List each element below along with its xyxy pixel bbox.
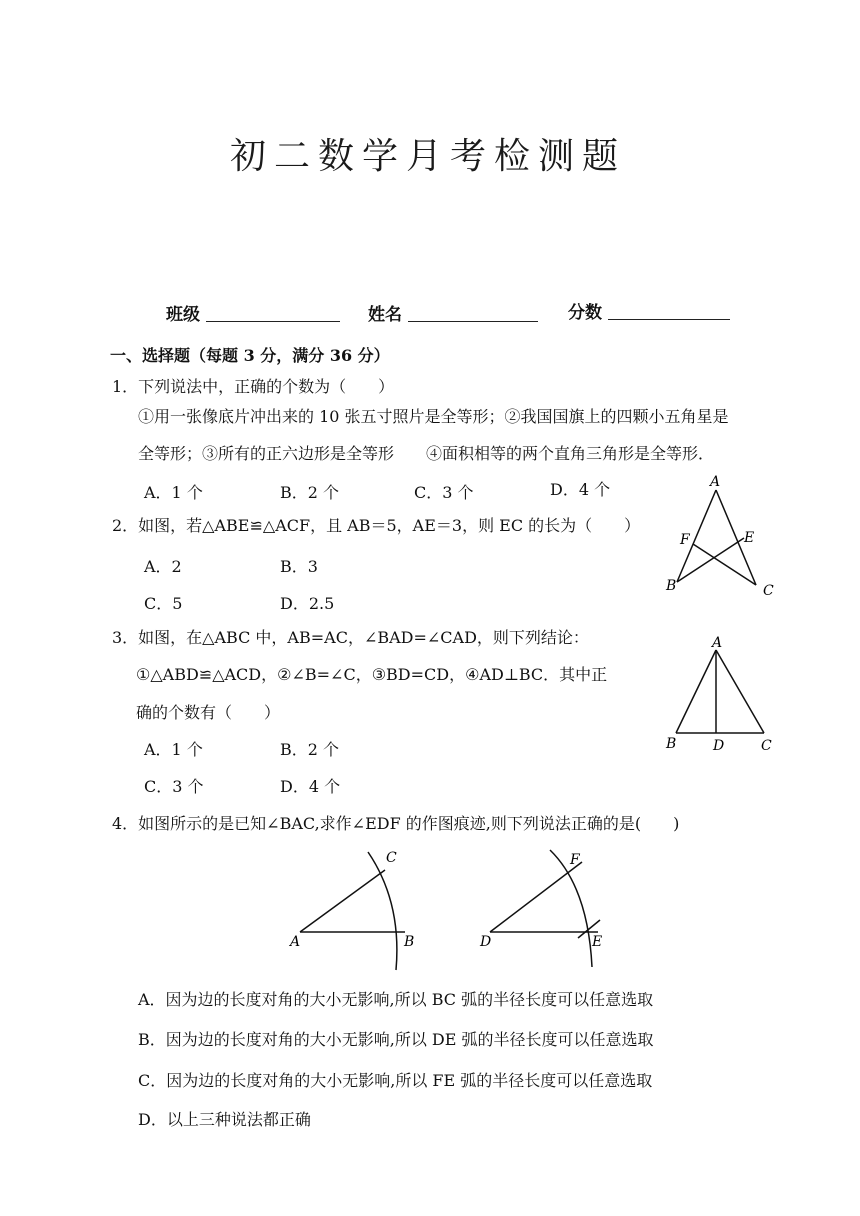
- q2-label-f: F: [680, 532, 690, 548]
- q2-option-d: D．2.5: [280, 594, 335, 613]
- q2-label-e: E: [744, 530, 755, 546]
- q3-option-b: B．2 个: [280, 740, 340, 759]
- q1-option-a: A．1 个: [144, 483, 203, 502]
- q3-option-a: A．1 个: [144, 740, 203, 759]
- q2-label-a: A: [710, 474, 721, 490]
- q4-label-c: C: [386, 850, 397, 866]
- q4-option-b: B．因为边的长度对角的大小无影响,所以 DE 弧的半径长度可以任意选取: [138, 1030, 654, 1049]
- q4-label-e: E: [592, 934, 603, 950]
- section-title: 一、选择题（每题 3 分，满分 36 分）: [110, 346, 390, 365]
- q3-option-c: C．3 个: [144, 777, 204, 796]
- class-field[interactable]: [206, 303, 340, 322]
- q4-option-d: D．以上三种说法都正确: [138, 1110, 311, 1129]
- q3-line2: 确的个数有（ ）: [136, 703, 281, 722]
- q3-stem: 3．如图，在△ABC 中，AB=AC，∠BAD=∠CAD，则下列结论：: [112, 628, 589, 647]
- q4-label-d: D: [480, 934, 492, 950]
- q3-label-c: C: [761, 738, 772, 754]
- q4-label-f: F: [570, 852, 580, 868]
- q4-left-ray-ac: [300, 870, 385, 932]
- q1-line2: 全等形；③所有的正六边形是全等形 ④面积相等的两个直角三角形是全等形．: [138, 444, 715, 463]
- q4-figure-right: [470, 842, 620, 974]
- name-label: 姓名: [368, 305, 402, 325]
- class-label: 班级: [166, 305, 200, 325]
- q1-stem: 1．下列说法中，正确的个数为（ ）: [112, 377, 395, 396]
- name-field[interactable]: [408, 303, 538, 322]
- q2-stem: 2．如图，若△ABE≌△ACF，且 AB＝5，AE＝3，则 EC 的长为（ ）: [112, 516, 641, 535]
- q1-option-d: D．4 个: [550, 480, 611, 499]
- q2-label-b: B: [666, 578, 677, 594]
- q4-left-arc: [368, 852, 397, 970]
- score-field[interactable]: [608, 301, 730, 320]
- q3-figure: [658, 630, 788, 758]
- q3-line1: ①△ABD≌△ACD，②∠B=∠C，③BD=CD，④AD⊥BC．其中正: [136, 665, 608, 684]
- q4-option-a: A．因为边的长度对角的大小无影响,所以 BC 弧的半径长度可以任意选取: [138, 990, 654, 1009]
- q4-stem: 4．如图所示的是已知∠BAC,求作∠EDF 的作图痕迹,则下列说法正确的是( ): [112, 814, 680, 833]
- q4-label-a: A: [290, 934, 301, 950]
- q3-label-b: B: [666, 736, 677, 752]
- q3-option-d: D．4 个: [280, 777, 341, 796]
- score-label: 分数: [568, 303, 602, 323]
- q2-label-c: C: [763, 583, 774, 599]
- q4-option-c: C．因为边的长度对角的大小无影响,所以 FE 弧的半径长度可以任意选取: [138, 1071, 653, 1090]
- q1-option-c: C．3 个: [414, 483, 474, 502]
- q3-label-d: D: [713, 738, 725, 754]
- q1-option-b: B．2 个: [280, 483, 340, 502]
- q2-figure: [660, 470, 790, 605]
- q2-option-b: B．3: [280, 557, 318, 576]
- q4-label-b: B: [404, 934, 415, 950]
- q2-option-c: C．5: [144, 594, 183, 613]
- q1-line1: ①用一张像底片冲出来的 10 张五寸照片是全等形；②我国国旗上的四颗小五角星是: [138, 407, 729, 426]
- page-title: 初二数学月考检测题: [230, 136, 627, 177]
- q2-option-a: A．2: [144, 557, 182, 576]
- q4-figure-left: [280, 842, 430, 974]
- q3-line-ab: [676, 650, 716, 733]
- q3-line-ac: [716, 650, 764, 733]
- q3-label-a: A: [712, 635, 723, 651]
